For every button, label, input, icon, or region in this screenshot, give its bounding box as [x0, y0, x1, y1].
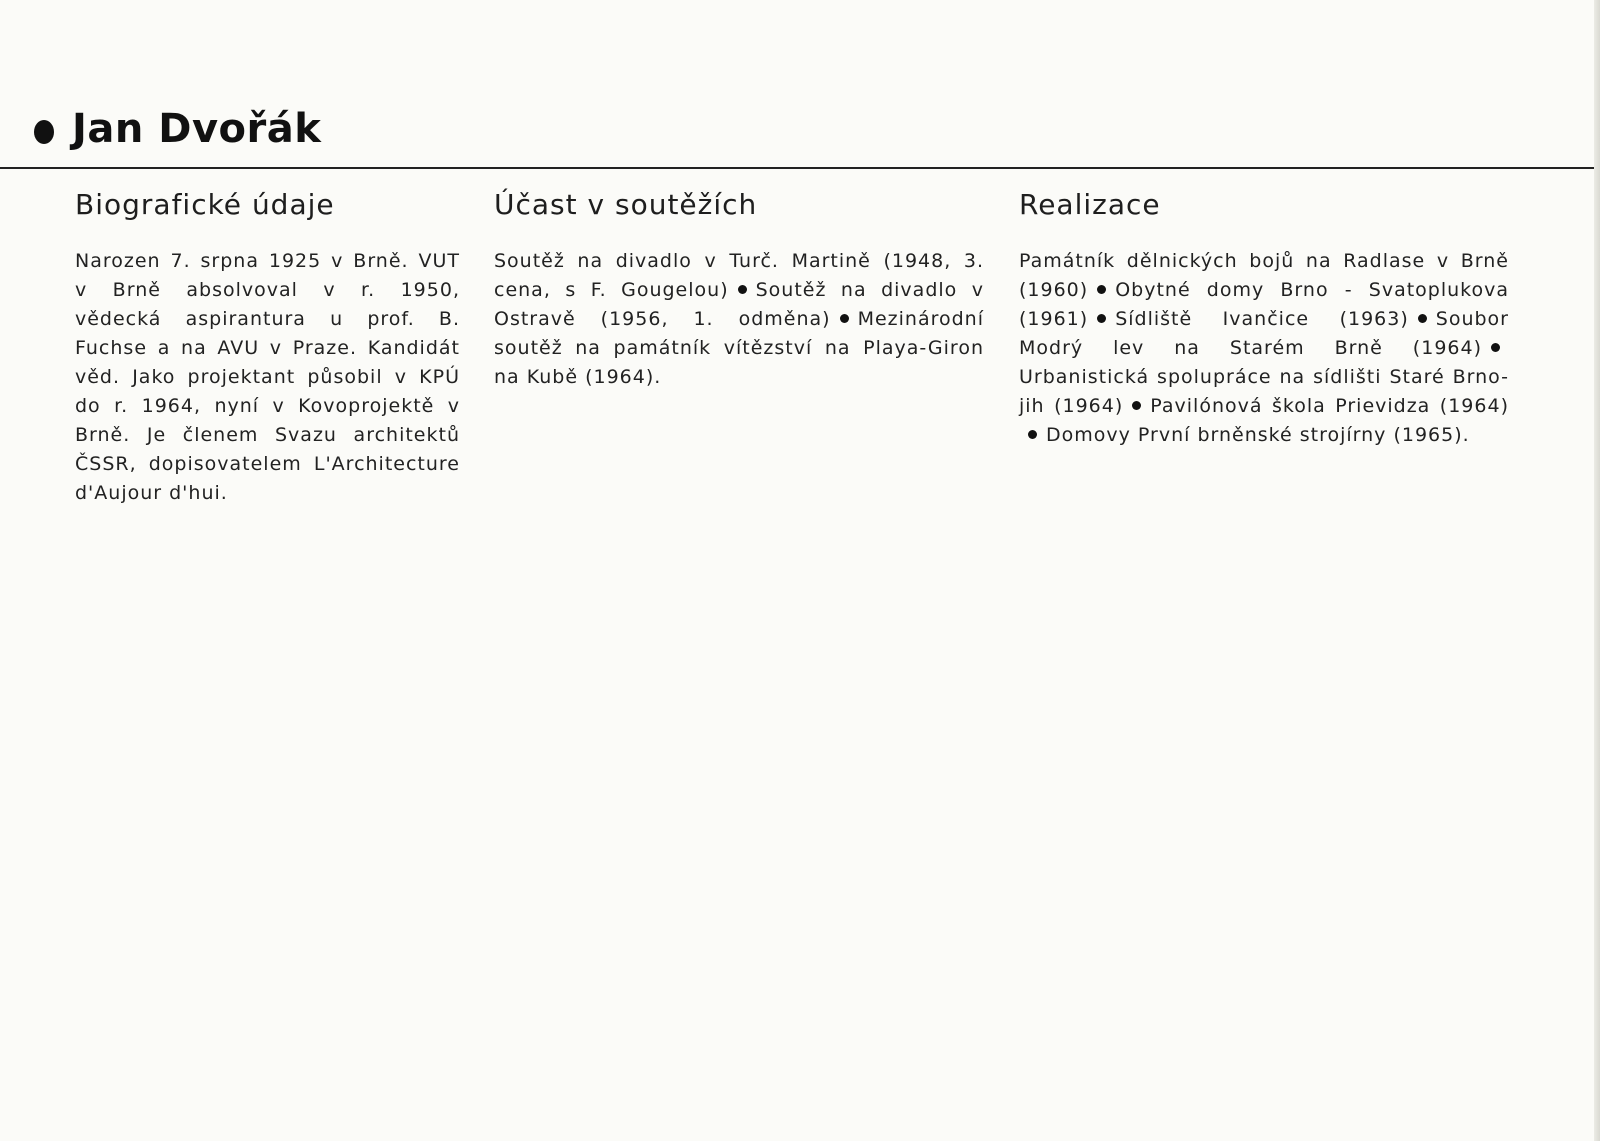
- bullet-icon: [738, 285, 747, 294]
- column-heading: Účast v soutěžích: [494, 188, 758, 221]
- bullet-icon: [840, 314, 849, 323]
- text-segment: Domovy První brněnské strojírny (1965).: [1046, 424, 1470, 446]
- architect-name: Jan Dvořák: [72, 106, 322, 152]
- column-text: [1019, 247, 1509, 450]
- column-realizations: [1019, 188, 1509, 450]
- text-segment: Soutěž na divadlo v Turč. Martině (1948, 3. cena, s F. Gougelou): [494, 250, 984, 301]
- bullet-icon: [1418, 314, 1427, 323]
- text-segment: Soutěž na divadlo v Ostravě (1956, 1. odměna): [494, 279, 984, 330]
- column-text: [494, 247, 984, 392]
- text-segment: Obytné domy Brno - Svatoplukova (1961): [1019, 279, 1509, 330]
- text-segment: Sídliště Ivančice (1963): [1115, 308, 1409, 330]
- text-segment: Urbanistická spolupráce na sídlišti Staré Brno-jih (1964): [1019, 366, 1509, 417]
- text-segment: Pavilónová škola Prievidza (1964): [1150, 395, 1509, 417]
- text-segment: Památník dělnických bojů na Radlase v Brně (1960): [1019, 250, 1509, 301]
- column-biography: [75, 188, 460, 508]
- bullet-icon: [34, 120, 54, 144]
- bullet-icon: [1028, 430, 1037, 439]
- bullet-icon: [1097, 285, 1106, 294]
- column-text: [75, 247, 460, 508]
- text-segment: Mezinárodní soutěž na památník vítězství na Playa-Giron na Kubě (1964).: [494, 308, 984, 388]
- column-heading: Realizace: [1019, 188, 1161, 221]
- bullet-icon: [1491, 343, 1500, 352]
- bullet-icon: [1097, 314, 1106, 323]
- page-edge: [1594, 0, 1600, 1141]
- bullet-icon: [1132, 401, 1141, 410]
- column-heading: Biografické údaje: [75, 188, 335, 221]
- text-segment: Soubor Modrý lev na Starém Brně (1964): [1019, 308, 1509, 359]
- header-rule: [0, 167, 1594, 169]
- text-segment: Narozen 7. srpna 1925 v Brně. VUT v Brně absolvoval v r. 1950, vědecká aspirantura u prof. B. Fuchse a na AVU v Praze. Kandidát věd. Jako projektant působil v KPÚ do r. 1964, nyní v Kovoprojektě v Brně. Je členem Svazu architektů ČSSR, dopisovatelem L'Architecture d'Aujour d'hui.: [75, 250, 460, 504]
- column-competitions: [494, 188, 984, 392]
- title-block: [34, 106, 321, 152]
